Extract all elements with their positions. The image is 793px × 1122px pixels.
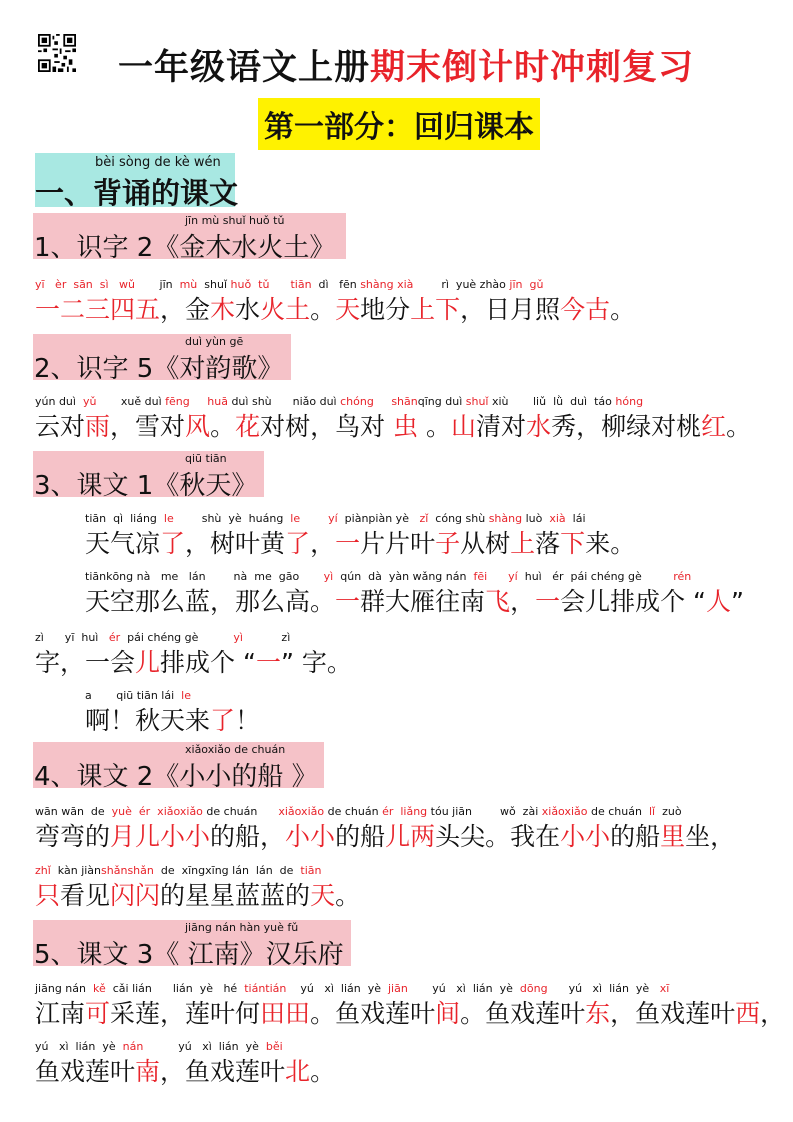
pinyin-run: lái (565, 512, 586, 525)
text-run: 弯弯的 (35, 822, 111, 851)
text-run: 。 (210, 412, 236, 441)
pinyin-highlight: le (181, 689, 191, 702)
text-run: 对树，鸟对 (260, 412, 394, 441)
text-run: 天空那么蓝，那么高。 (85, 587, 336, 616)
pinyin-run: yú xì lián yè (547, 982, 660, 995)
text-highlight: 木 (210, 295, 236, 324)
pinyin-highlight: jiān (387, 982, 408, 995)
text-run: 。 (310, 1057, 336, 1086)
pinyin-highlight: yuè ér xiǎoxiǎo (111, 805, 203, 818)
pinyin-highlight: nán (122, 1040, 144, 1053)
pinyin-highlight: tiántián (244, 982, 287, 995)
text-run: ， (760, 999, 786, 1028)
pinyin-run: tóu jiān wǒ zài (427, 805, 542, 818)
text-run: 落 (535, 529, 561, 558)
text-run: ” 字。 (280, 648, 352, 677)
page-title (118, 40, 694, 90)
qr-code-icon (38, 34, 76, 72)
text-highlight: 一 (535, 587, 561, 616)
pinyin-run: wān wān de (35, 805, 112, 818)
text-highlight: 儿 (135, 648, 161, 677)
text-run: 云对 (35, 412, 86, 441)
pinyin-run: yú xì lián yè (407, 982, 520, 995)
text-run: 。 (610, 295, 636, 324)
lesson-heading (33, 213, 346, 263)
pinyin-run: zì yī huì (35, 631, 109, 644)
text-highlight: 子 (435, 529, 461, 558)
pinyin-highlight: yí (328, 512, 338, 525)
pinyin-highlight: xiǎoxiǎo (278, 805, 325, 818)
text-highlight: 西 (735, 999, 761, 1028)
pinyin-run: yú xì lián yè (286, 982, 388, 995)
text-run: 江南 (35, 999, 86, 1028)
text-run: ，金 (160, 295, 211, 324)
pinyin-highlight: mù (179, 278, 198, 291)
text-highlight: 天 (310, 881, 336, 910)
text-highlight: 虫 (393, 412, 419, 441)
text-highlight: 山 (451, 412, 477, 441)
text-run: ，鱼戏莲叶 (610, 999, 736, 1028)
text-run: 。 (310, 295, 336, 324)
pinyin-highlight: xī (659, 982, 670, 995)
pinyin-highlight: hóng (615, 395, 644, 408)
text-highlight: 南 (135, 1057, 161, 1086)
pinyin-run: zì (242, 631, 291, 644)
pinyin-run: de chuán (587, 805, 649, 818)
pinyin-highlight: yì (323, 570, 334, 583)
text-run: 片片叶 (360, 529, 436, 558)
pinyin-highlight: shàng (488, 512, 523, 525)
text-highlight: 水 (526, 412, 552, 441)
page-title-red: 期末倒计时冲刺复习 (370, 48, 695, 88)
line-text (35, 407, 751, 443)
pinyin-highlight: xià (549, 512, 566, 525)
lesson-heading-pinyin: xiǎoxiǎo de chuán (185, 743, 286, 756)
text-highlight: 风 (185, 412, 211, 441)
pinyin-run: xuě duì (96, 395, 166, 408)
text-highlight: 一二三四五 (35, 295, 161, 324)
text-run: 字，一会 (35, 648, 136, 677)
text-highlight: 儿两 (385, 822, 436, 851)
lesson-heading-title: 1、识字 2《金木水火土》 (34, 233, 336, 263)
pinyin-highlight: jīn gǔ (509, 278, 544, 291)
line-text (35, 643, 352, 679)
text-run: 水 (235, 295, 261, 324)
text-run: 秀，柳绿对桃 (551, 412, 702, 441)
text-highlight: 人 (706, 587, 732, 616)
pinyin-run: piànpiàn yè (337, 512, 420, 525)
text-highlight: 一 (335, 587, 361, 616)
text-highlight: 天 (335, 295, 361, 324)
pinyin-highlight: yì (233, 631, 243, 644)
page-subtitle: 第一部分：回归课本 (258, 98, 540, 150)
pinyin-highlight: rén (673, 570, 692, 583)
pinyin-run: jīn (135, 278, 180, 291)
text-highlight: 月儿小小 (110, 822, 211, 851)
text-highlight: 上下 (410, 295, 461, 324)
line-text (85, 701, 260, 737)
text-run: 从树 (460, 529, 511, 558)
text-highlight: 小小 (560, 822, 611, 851)
text-run: ， (310, 529, 336, 558)
text-run: ” (731, 587, 744, 616)
text-run: ，树叶黄 (185, 529, 286, 558)
pinyin-run: pái chéng gè (120, 631, 234, 644)
section-heading-pinyin: bèi sòng de kè wén (95, 155, 221, 170)
text-run: ，日月照 (460, 295, 561, 324)
text-highlight: 东 (585, 999, 611, 1028)
pinyin-run: jiāng nán (35, 982, 93, 995)
lesson-heading-title: 2、识字 5《对韵歌》 (34, 354, 284, 384)
text-run: 鱼戏莲叶 (35, 1057, 136, 1086)
text-run: ， (510, 587, 536, 616)
text-run: 。鱼戏莲叶 (460, 999, 586, 1028)
line-text (35, 290, 635, 326)
text-run: 啊！秋天来 (85, 706, 211, 735)
text-run: 地分 (360, 295, 411, 324)
text-highlight: 了 (160, 529, 186, 558)
text-run: 清对 (476, 412, 527, 441)
pinyin-highlight: dōng (519, 982, 548, 995)
pinyin-run: qún dà yàn wǎng nán (333, 570, 474, 583)
lesson-heading-title: 4、课文 2《小小的船 》 (34, 762, 318, 792)
pinyin-highlight: yǔ (82, 395, 97, 408)
pinyin-run: cóng shù (428, 512, 489, 525)
pinyin-run: de chuán (324, 805, 383, 818)
pinyin-run: zuò (655, 805, 682, 818)
pinyin-run: duì shù niǎo duì (227, 395, 341, 408)
text-run: 。 (418, 412, 452, 441)
line-text (35, 817, 735, 853)
lesson-heading-pinyin: qiū tiān (185, 452, 227, 465)
text-run: 的星星蓝蓝的 (160, 881, 311, 910)
text-run: 。 (335, 881, 361, 910)
text-highlight: 田田 (260, 999, 311, 1028)
text-highlight: 飞 (485, 587, 511, 616)
pinyin-highlight: shān (391, 395, 418, 408)
pinyin-run: cǎi lián lián yè hé (105, 982, 245, 995)
pinyin-run: shuǐ (197, 278, 231, 291)
pinyin-highlight: ér liǎng (382, 805, 428, 818)
lesson-heading (33, 334, 291, 384)
pinyin-highlight: le (290, 512, 301, 525)
text-run: 的船 (335, 822, 386, 851)
line-text (85, 582, 744, 618)
pinyin-run: luò (522, 512, 550, 525)
pinyin-run: a qiū tiān lái (85, 689, 182, 702)
text-run: 排成个 “ (160, 648, 256, 677)
pinyin-highlight: huǒ tǔ (230, 278, 270, 291)
pinyin-run: rì yuè zhào (413, 278, 510, 291)
pinyin-run: qīng duì (417, 395, 466, 408)
pinyin-run: yún duì (35, 395, 83, 408)
text-highlight: 可 (85, 999, 111, 1028)
pinyin-highlight: shǎnshǎn (101, 864, 154, 877)
text-highlight: 北 (285, 1057, 311, 1086)
text-highlight: 雨 (85, 412, 111, 441)
pinyin-highlight: yī èr sān sì wǔ (35, 278, 136, 291)
text-run: 会儿排成个 “ (560, 587, 706, 616)
lesson-heading (33, 742, 324, 792)
text-highlight: 了 (210, 706, 236, 735)
text-run: 。鱼戏莲叶 (310, 999, 436, 1028)
text-run: ，鱼戏莲叶 (160, 1057, 286, 1086)
text-highlight: 火土 (260, 295, 311, 324)
pinyin-run: shù yè huáng (173, 512, 291, 525)
text-highlight: 闪闪 (110, 881, 161, 910)
lesson-heading (33, 451, 264, 501)
text-run: ！ (235, 706, 261, 735)
pinyin-highlight: lǐ (648, 805, 656, 818)
pinyin-highlight: huā (207, 395, 228, 408)
text-highlight: 红 (701, 412, 727, 441)
text-run: 头尖。我在 (435, 822, 561, 851)
lesson-heading-pinyin: jiāng nán hàn yuè fǔ (185, 921, 299, 934)
lesson-heading-title: 3、课文 1《秋天》 (34, 471, 258, 501)
section-heading-label: 一、背诵的课文 (35, 176, 239, 210)
text-highlight: 只 (35, 881, 61, 910)
text-run: 的船 (610, 822, 661, 851)
text-highlight: 小小 (285, 822, 336, 851)
pinyin-highlight: le (163, 512, 174, 525)
pinyin-run: yú xì lián yè (35, 1040, 123, 1053)
pinyin-run: xiù liǔ lǜ duì táo (488, 395, 616, 408)
line-text (35, 1052, 335, 1088)
pinyin-run: tiān qì liáng (85, 512, 164, 525)
pinyin-highlight: tiān (300, 864, 322, 877)
pinyin-run: kàn jiàn (50, 864, 102, 877)
pinyin-highlight: tiān (290, 278, 312, 291)
pinyin-highlight: fēng (165, 395, 190, 408)
text-highlight: 今古 (560, 295, 611, 324)
pinyin-run: tiānkōng nà me lán nà me gāo (85, 570, 324, 583)
pinyin-run: dì fēn (311, 278, 361, 291)
pinyin-highlight: xiǎoxiǎo (541, 805, 588, 818)
page-title-black: 一年级语文上册 (118, 48, 371, 88)
pinyin-highlight: zhǐ (35, 864, 51, 877)
pinyin-highlight: zǐ (419, 512, 429, 525)
lesson-heading-pinyin: duì yùn gē (185, 335, 244, 348)
pinyin-highlight: shàng xià (360, 278, 414, 291)
text-highlight: 一 (335, 529, 361, 558)
text-run: 来。 (585, 529, 636, 558)
text-highlight: 一 (255, 648, 281, 677)
text-run: 采莲，莲叶何 (110, 999, 261, 1028)
text-highlight: 花 (235, 412, 261, 441)
pinyin-highlight: shuǐ (465, 395, 489, 408)
text-run: ，雪对 (110, 412, 186, 441)
text-run: 天气凉 (85, 529, 161, 558)
lesson-heading-pinyin: jīn mù shuǐ huǒ tǔ (185, 214, 285, 227)
line-text (35, 994, 785, 1030)
text-highlight: 里 (660, 822, 686, 851)
text-highlight: 间 (435, 999, 461, 1028)
lesson-heading-title: 5、课文 3《 江南》汉乐府 (34, 940, 344, 970)
text-run: 。 (726, 412, 752, 441)
text-run: 看见 (60, 881, 111, 910)
lesson-heading (33, 920, 351, 970)
pinyin-run: de xīngxīng lán lán de (153, 864, 301, 877)
line-text (85, 524, 635, 560)
pinyin-highlight: yí (508, 570, 518, 583)
text-run: 的船， (210, 822, 286, 851)
pinyin-run: de chuán (202, 805, 279, 818)
section-heading (35, 153, 239, 210)
pinyin-highlight: fēi (473, 570, 488, 583)
text-highlight: 了 (285, 529, 311, 558)
text-run: 群大雁往南 (360, 587, 486, 616)
pinyin-run: huì ér pái chéng gè (517, 570, 674, 583)
pinyin-highlight: ér (108, 631, 121, 644)
pinyin-run: yú xì lián yè (143, 1040, 266, 1053)
text-run: 坐， (685, 822, 736, 851)
pinyin-highlight: kě (92, 982, 106, 995)
text-highlight: 上 (510, 529, 536, 558)
pinyin-highlight: běi (265, 1040, 283, 1053)
line-text (35, 876, 360, 912)
pinyin-highlight: chóng (340, 395, 374, 408)
text-highlight: 下 (560, 529, 586, 558)
